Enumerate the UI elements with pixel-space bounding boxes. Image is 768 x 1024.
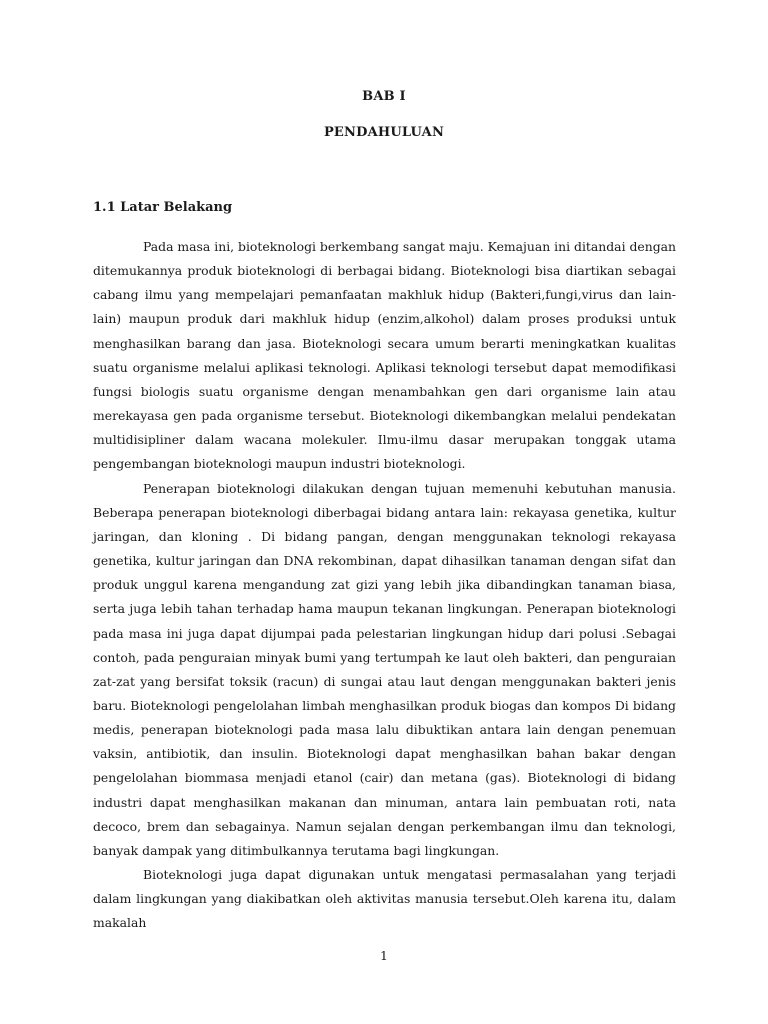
body-text [93, 235, 676, 936]
page-number: 1 [380, 948, 388, 963]
chapter-title: PENDAHULUAN [323, 125, 445, 140]
paragraph-2: Penerapan bioteknologi dilakukan dengan tujuan memenuhi kebutuhan manusia. Beberapa penerapan bioteknologi diberbagai bidang antara lain: rekayasa genetika, kultur jaringan, dan kloning . Di bidang pangan, dengan menggunakan teknologi rekayasa genetika, kultur jaringan dan DNA rekombinan, dapat dihasilkan tanaman dengan sifat dan produk unggul karena mengandung zat gizi yang lebih jika dibandingkan tanaman biasa, serta juga lebih tahan terhadap hama maupun tekanan lingkungan. Penerapan bioteknologi pada masa ini juga dapat dijumpai pada pelestarian lingkungan hidup dari polusi .Sebagai contoh, pada penguraian minyak bumi yang tertumpah ke laut oleh bakteri, dan penguraian zat-zat yang bersifat toksik (racun) di sungai atau laut dengan menggunakan bakteri jenis baru. Bioteknologi pengelolahan limbah menghasilkan produk biogas dan kompos Di bidang medis, penerapan bioteknologi pada masa lalu dibuktikan antara lain dengan penemuan vaksin, antibiotik, dan insulin. Bioteknologi dapat menghasilkan bahan bakar dengan pengelolahan biommasa menjadi etanol (cair) dan metana (gas). Bioteknologi di bidang industri dapat menghasilkan makanan dan minuman, antara lain pembuatan roti, nata decoco, brem dan sebagainya. Namun sejalan dengan perkembangan ilmu dan teknologi, banyak dampak yang ditimbulkannya terutama bagi lingkungan. [93, 480, 676, 858]
section-title: 1.1 Latar Belakang [93, 200, 233, 215]
paragraph-3: Bioteknologi juga dapat digunakan untuk mengatasi permasalahan yang terjadi dalam lingkungan yang diakibatkan oleh aktivitas manusia tersebut.Oleh karena itu, dalam makalah [93, 867, 676, 931]
paragraph-1: Pada masa ini, bioteknologi berkembang sangat maju. Kemajuan ini ditandai dengan ditemukannya produk bioteknologi di berbagai bidang. Bioteknologi bisa diartikan sebagai cabang ilmu yang mempelajari pemanfaatan makhluk hidup (Bakteri,fungi,virus dan lain-lain) maupun produk dari makhluk hidup (enzim,alkohol) dalam proses produksi untuk menghasilkan barang dan jasa. Bioteknologi secara umum berarti meningkatkan kualitas suatu organisme melalui aplikasi teknologi. Aplikasi teknologi tersebut dapat memodifikasi fungsi biologis suatu organisme dengan menambahkan gen dari organisme lain atau merekayasa gen pada organisme tersebut. Bioteknologi dikembangkan melalui pendekatan multidisipliner dalam wacana molekuler. Ilmu-ilmu dasar merupakan tonggak utama pengembangan bioteknologi maupun industri bioteknologi. [93, 239, 677, 472]
chapter-heading: BAB I [362, 89, 406, 104]
